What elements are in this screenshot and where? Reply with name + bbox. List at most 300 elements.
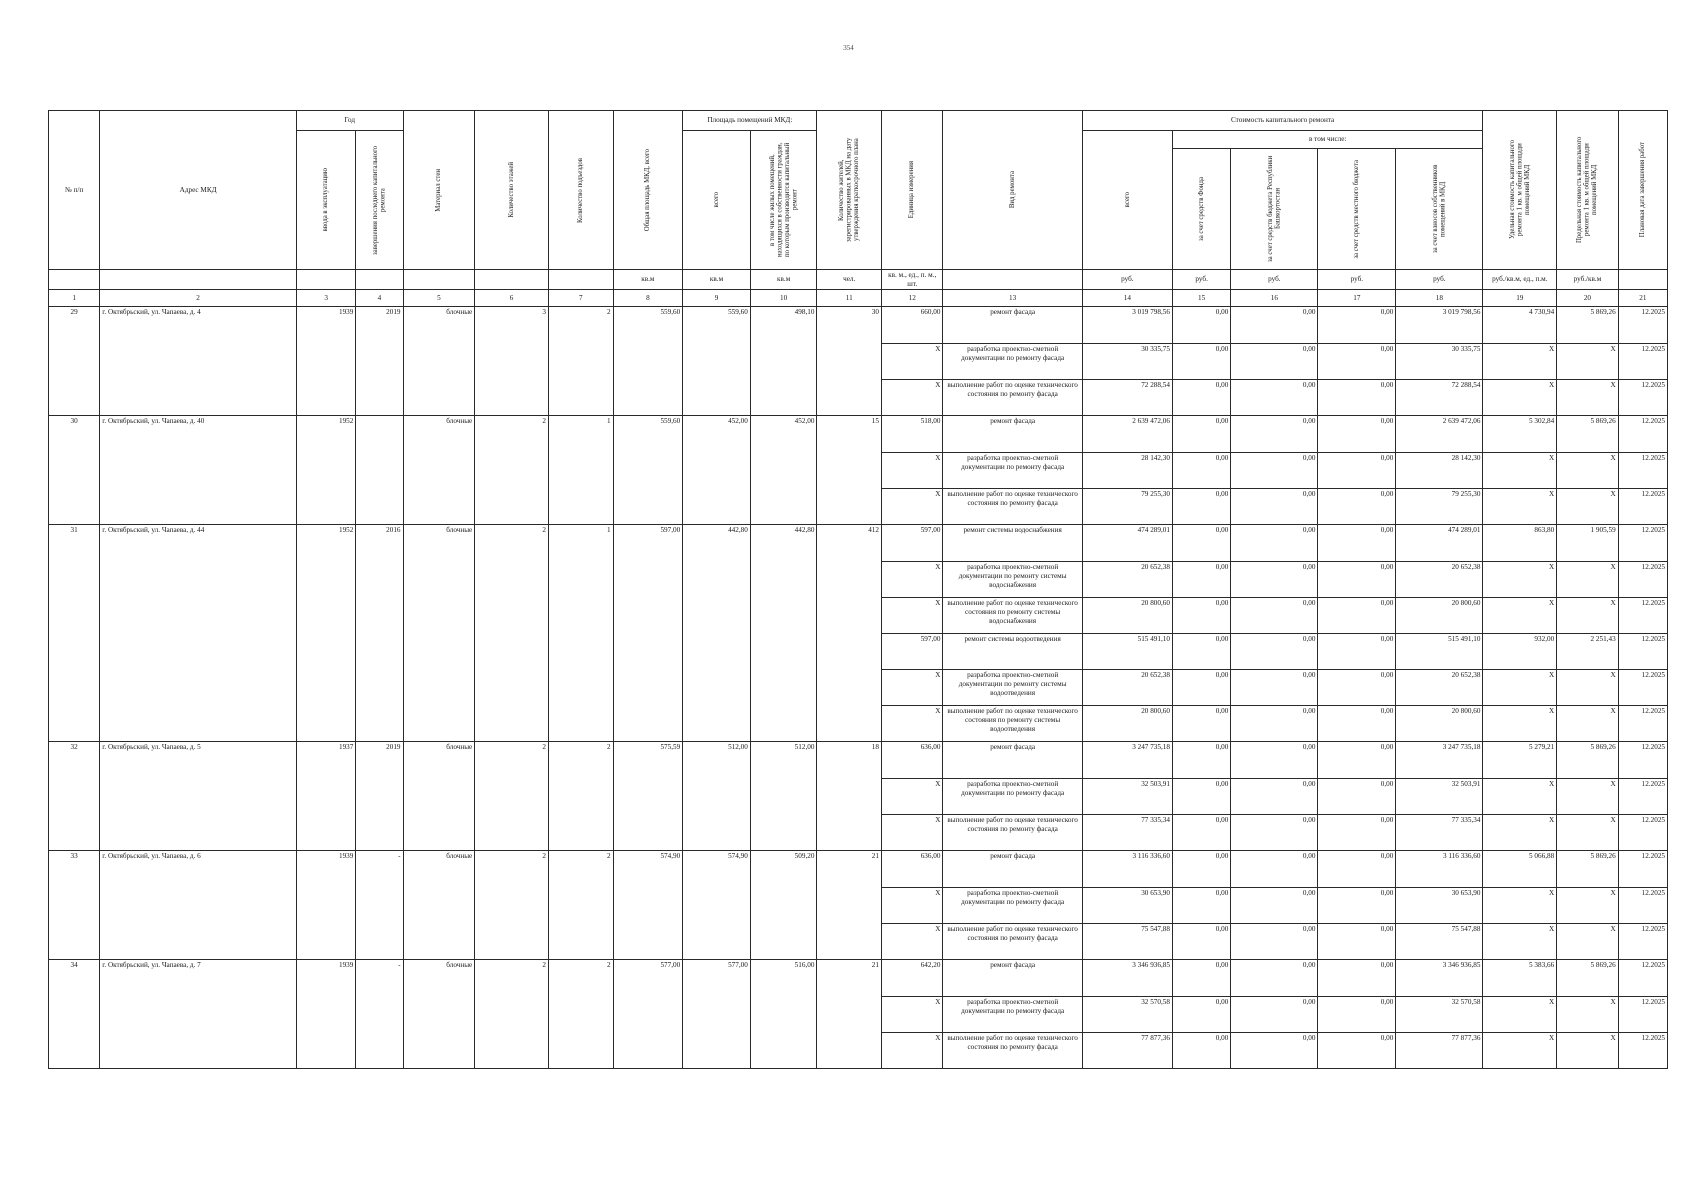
cost-local: 0,00 xyxy=(1318,307,1396,344)
house-address: г. Октябрьский, ул. Чапаева, д. 6 xyxy=(100,851,297,960)
repair-type: выполнение работ по оценке технического состояния по ремонту фасада xyxy=(943,1033,1082,1069)
row-number: 29 xyxy=(49,307,100,416)
total-area: 577,00 xyxy=(613,960,683,1069)
table-row xyxy=(49,525,1668,562)
area-residential: 442,80 xyxy=(750,525,817,742)
floor-count: 2 xyxy=(475,851,549,960)
column-number: 3 xyxy=(296,290,355,307)
unit-cost: X xyxy=(1483,997,1557,1033)
unit-cost: 863,80 xyxy=(1483,525,1557,562)
unit-cost: 5 302,84 xyxy=(1483,416,1557,453)
cost-local: 0,00 xyxy=(1318,742,1396,779)
deadline-date: 12.2025 xyxy=(1618,416,1667,453)
cost-republic: 0,00 xyxy=(1231,960,1318,997)
cost-total: 32 503,91 xyxy=(1082,779,1172,815)
unit-area: кв.м xyxy=(613,270,683,290)
cost-republic: 0,00 xyxy=(1231,344,1318,380)
col-wall-material: Материал стен xyxy=(403,111,475,270)
limit-cost: X xyxy=(1557,489,1618,525)
cost-total: 77 335,34 xyxy=(1082,815,1172,851)
unit-cost: 5 383,66 xyxy=(1483,960,1557,997)
measure-value: X xyxy=(881,924,942,960)
deadline-date: 12.2025 xyxy=(1618,489,1667,525)
cost-fund: 0,00 xyxy=(1172,562,1230,598)
unit-rub: руб. xyxy=(1082,270,1172,290)
cost-total: 30 335,75 xyxy=(1082,344,1172,380)
area-all: 574,90 xyxy=(683,851,751,960)
cost-local: 0,00 xyxy=(1318,634,1396,670)
measure-value: 597,00 xyxy=(881,525,942,562)
cost-local: 0,00 xyxy=(1318,924,1396,960)
column-number: 15 xyxy=(1172,290,1230,307)
table-row xyxy=(49,960,1668,997)
column-number: 12 xyxy=(881,290,942,307)
house-address: г. Октябрьский, ул. Чапаева, д. 44 xyxy=(100,525,297,742)
cost-fund: 0,00 xyxy=(1172,380,1230,416)
limit-cost: 5 869,26 xyxy=(1557,742,1618,779)
deadline-date: 12.2025 xyxy=(1618,670,1667,706)
cost-republic: 0,00 xyxy=(1231,924,1318,960)
measure-value: X xyxy=(881,344,942,380)
col-address: Адрес МКД xyxy=(100,111,297,270)
repair-type: ремонт системы водоотведения xyxy=(943,634,1082,670)
column-number: 6 xyxy=(475,290,549,307)
col-cost-group: Стоимость капитального ремонта xyxy=(1082,111,1483,131)
unit-cost: 4 730,94 xyxy=(1483,307,1557,344)
deadline-date: 12.2025 xyxy=(1618,997,1667,1033)
repair-type: ремонт фасада xyxy=(943,307,1082,344)
col-deadline: Плановая дата завершения работ xyxy=(1618,111,1667,270)
deadline-date: 12.2025 xyxy=(1618,598,1667,634)
cost-total: 2 639 472,06 xyxy=(1082,416,1172,453)
resident-count: 15 xyxy=(817,416,882,525)
year-built: 1952 xyxy=(296,525,355,742)
measure-value: X xyxy=(881,562,942,598)
col-cost-owners: за счет взносов собственников помещений в МКД xyxy=(1396,149,1483,270)
cost-local: 0,00 xyxy=(1318,453,1396,489)
total-area: 574,90 xyxy=(613,851,683,960)
unit-cost: X xyxy=(1483,670,1557,706)
floor-count: 3 xyxy=(475,307,549,416)
cost-total: 30 653,90 xyxy=(1082,888,1172,924)
measure-value: 660,00 xyxy=(881,307,942,344)
cost-total: 28 142,30 xyxy=(1082,453,1172,489)
entrance-count: 2 xyxy=(548,851,613,960)
cost-republic: 0,00 xyxy=(1231,1033,1318,1069)
entrance-count: 2 xyxy=(548,960,613,1069)
cost-fund: 0,00 xyxy=(1172,453,1230,489)
measure-value: 597,00 xyxy=(881,634,942,670)
cost-total: 3 116 336,60 xyxy=(1082,851,1172,888)
total-area: 559,60 xyxy=(613,307,683,416)
unit-cost: X xyxy=(1483,453,1557,489)
house-address: г. Октябрьский, ул. Чапаева, д. 7 xyxy=(100,960,297,1069)
cost-owners: 30 335,75 xyxy=(1396,344,1483,380)
cost-total: 3 247 735,18 xyxy=(1082,742,1172,779)
cost-republic: 0,00 xyxy=(1231,307,1318,344)
column-number: 21 xyxy=(1618,290,1667,307)
floor-count: 2 xyxy=(475,960,549,1069)
total-area: 559,60 xyxy=(613,416,683,525)
unit-rub: руб. xyxy=(1172,270,1230,290)
table-header xyxy=(49,111,1668,307)
cost-owners: 474 289,01 xyxy=(1396,525,1483,562)
cost-owners: 79 255,30 xyxy=(1396,489,1483,525)
cost-republic: 0,00 xyxy=(1231,416,1318,453)
cost-republic: 0,00 xyxy=(1231,779,1318,815)
cost-total: 474 289,01 xyxy=(1082,525,1172,562)
cost-republic: 0,00 xyxy=(1231,525,1318,562)
year-repair: 2019 xyxy=(356,742,403,851)
table-row xyxy=(49,416,1668,453)
unit-cost: 932,00 xyxy=(1483,634,1557,670)
cost-owners: 3 019 798,56 xyxy=(1396,307,1483,344)
cost-republic: 0,00 xyxy=(1231,997,1318,1033)
cost-owners: 77 877,36 xyxy=(1396,1033,1483,1069)
cost-owners: 3 116 336,60 xyxy=(1396,851,1483,888)
cost-fund: 0,00 xyxy=(1172,851,1230,888)
deadline-date: 12.2025 xyxy=(1618,960,1667,997)
unit-cost: X xyxy=(1483,489,1557,525)
cost-owners: 2 639 472,06 xyxy=(1396,416,1483,453)
deadline-date: 12.2025 xyxy=(1618,815,1667,851)
entrance-count: 1 xyxy=(548,416,613,525)
measure-value: X xyxy=(881,670,942,706)
col-floors: Количество этажей xyxy=(475,111,549,270)
cost-total: 3 019 798,56 xyxy=(1082,307,1172,344)
cost-local: 0,00 xyxy=(1318,489,1396,525)
page-number: 354 xyxy=(843,44,854,52)
unit-cost: 5 279,21 xyxy=(1483,742,1557,779)
cost-owners: 3 346 936,85 xyxy=(1396,960,1483,997)
wall-material: блочные xyxy=(403,742,475,851)
cost-fund: 0,00 xyxy=(1172,489,1230,525)
area-all: 442,80 xyxy=(683,525,751,742)
col-total-area: Общая площадь МКД, всего xyxy=(613,111,683,270)
repair-type: разработка проектно-сметной документации по ремонту фасада xyxy=(943,344,1082,380)
col-cost-republic: за счет средств бюджета Республики Башкортостан xyxy=(1231,149,1318,270)
repair-type: выполнение работ по оценке технического состояния по ремонту фасада xyxy=(943,815,1082,851)
column-number: 2 xyxy=(100,290,297,307)
deadline-date: 12.2025 xyxy=(1618,525,1667,562)
house-address: г. Октябрьский, ул. Чапаева, д. 5 xyxy=(100,742,297,851)
col-repair-type: Вид ремонта xyxy=(943,111,1082,270)
year-built: 1939 xyxy=(296,307,355,416)
limit-cost: 5 869,26 xyxy=(1557,307,1618,344)
deadline-date: 12.2025 xyxy=(1618,562,1667,598)
cost-total: 20 800,60 xyxy=(1082,706,1172,742)
unit-rub: руб. xyxy=(1231,270,1318,290)
house-address: г. Октябрьский, ул. Чапаева, д. 4 xyxy=(100,307,297,416)
unit-cost: X xyxy=(1483,344,1557,380)
measure-value: 636,00 xyxy=(881,742,942,779)
repair-type: разработка проектно-сметной документации по ремонту системы водоотведения xyxy=(943,670,1082,706)
limit-cost: X xyxy=(1557,344,1618,380)
unit-cost: X xyxy=(1483,924,1557,960)
cost-republic: 0,00 xyxy=(1231,670,1318,706)
unit-cost: X xyxy=(1483,380,1557,416)
repair-type: ремонт фасада xyxy=(943,960,1082,997)
cost-fund: 0,00 xyxy=(1172,307,1230,344)
cost-republic: 0,00 xyxy=(1231,380,1318,416)
floor-count: 2 xyxy=(475,742,549,851)
column-number: 10 xyxy=(750,290,817,307)
cost-republic: 0,00 xyxy=(1231,851,1318,888)
area-residential: 512,00 xyxy=(750,742,817,851)
cost-owners: 75 547,88 xyxy=(1396,924,1483,960)
repair-type: выполнение работ по оценке технического состояния по ремонту фасада xyxy=(943,380,1082,416)
cost-local: 0,00 xyxy=(1318,997,1396,1033)
year-repair xyxy=(356,416,403,525)
column-number: 16 xyxy=(1231,290,1318,307)
unit-rub: руб. xyxy=(1318,270,1396,290)
cost-local: 0,00 xyxy=(1318,344,1396,380)
deadline-date: 12.2025 xyxy=(1618,779,1667,815)
cost-fund: 0,00 xyxy=(1172,997,1230,1033)
cost-fund: 0,00 xyxy=(1172,706,1230,742)
year-repair: - xyxy=(356,851,403,960)
measure-value: X xyxy=(881,997,942,1033)
entrance-count: 1 xyxy=(548,525,613,742)
wall-material: блочные xyxy=(403,851,475,960)
area-residential: 498,10 xyxy=(750,307,817,416)
limit-cost: 2 251,43 xyxy=(1557,634,1618,670)
col-year-overhaul: завершения последнего капитального ремонта xyxy=(356,131,403,270)
cost-local: 0,00 xyxy=(1318,779,1396,815)
deadline-date: 12.2025 xyxy=(1618,851,1667,888)
cost-fund: 0,00 xyxy=(1172,779,1230,815)
cost-fund: 0,00 xyxy=(1172,634,1230,670)
table-body xyxy=(49,307,1668,1069)
deadline-date: 12.2025 xyxy=(1618,742,1667,779)
year-built: 1939 xyxy=(296,960,355,1069)
area-residential: 516,00 xyxy=(750,960,817,1069)
measure-value: X xyxy=(881,779,942,815)
limit-cost: X xyxy=(1557,815,1618,851)
wall-material: блочные xyxy=(403,416,475,525)
area-all: 577,00 xyxy=(683,960,751,1069)
row-number: 32 xyxy=(49,742,100,851)
cost-fund: 0,00 xyxy=(1172,888,1230,924)
deadline-date: 12.2025 xyxy=(1618,706,1667,742)
deadline-date: 12.2025 xyxy=(1618,380,1667,416)
resident-count: 21 xyxy=(817,851,882,960)
repair-type: ремонт системы водоснабжения xyxy=(943,525,1082,562)
repair-type: выполнение работ по оценке технического состояния по ремонту системы водоснабжения xyxy=(943,598,1082,634)
wall-material: блочные xyxy=(403,307,475,416)
column-number: 7 xyxy=(548,290,613,307)
repair-type: разработка проектно-сметной документации по ремонту фасада xyxy=(943,888,1082,924)
limit-cost: X xyxy=(1557,562,1618,598)
unit-cost: X xyxy=(1483,815,1557,851)
cost-total: 515 491,10 xyxy=(1082,634,1172,670)
col-limit-cost: Предельная стоимость капитального ремонта 1 кв. м общей площади помещений МКД xyxy=(1557,111,1618,270)
measure-value: X xyxy=(881,380,942,416)
unit-measure: кв. м., ед., п. м., шт. xyxy=(881,270,942,290)
column-number: 17 xyxy=(1318,290,1396,307)
table-row xyxy=(49,742,1668,779)
year-repair: 2016 xyxy=(356,525,403,742)
cost-fund: 0,00 xyxy=(1172,924,1230,960)
cost-local: 0,00 xyxy=(1318,960,1396,997)
column-number: 18 xyxy=(1396,290,1483,307)
cost-fund: 0,00 xyxy=(1172,416,1230,453)
cost-local: 0,00 xyxy=(1318,888,1396,924)
repair-type: разработка проектно-сметной документации по ремонту фасада xyxy=(943,779,1082,815)
cost-owners: 77 335,34 xyxy=(1396,815,1483,851)
measure-value: X xyxy=(881,453,942,489)
cost-owners: 32 503,91 xyxy=(1396,779,1483,815)
year-built: 1939 xyxy=(296,851,355,960)
area-all: 559,60 xyxy=(683,307,751,416)
limit-cost: 5 869,26 xyxy=(1557,960,1618,997)
cost-total: 77 877,36 xyxy=(1082,1033,1172,1069)
wall-material: блочные xyxy=(403,960,475,1069)
col-year-group: Год xyxy=(296,111,403,131)
measure-value: X xyxy=(881,489,942,525)
cost-owners: 28 142,30 xyxy=(1396,453,1483,489)
measure-value: 642,20 xyxy=(881,960,942,997)
measure-value: X xyxy=(881,598,942,634)
measure-value: 518,00 xyxy=(881,416,942,453)
cost-total: 20 652,38 xyxy=(1082,562,1172,598)
col-area-residential: в том числе жилых помещений, находящихся в собственности граждан, по которым производится капитальный ремонт xyxy=(750,131,817,270)
cost-local: 0,00 xyxy=(1318,706,1396,742)
year-built: 1952 xyxy=(296,416,355,525)
total-area: 575,59 xyxy=(613,742,683,851)
row-number: 30 xyxy=(49,416,100,525)
limit-cost: X xyxy=(1557,706,1618,742)
cost-owners: 20 800,60 xyxy=(1396,706,1483,742)
deadline-date: 12.2025 xyxy=(1618,924,1667,960)
col-year-commission: ввода в эксплуатацию xyxy=(296,131,355,270)
limit-cost: X xyxy=(1557,670,1618,706)
row-number: 31 xyxy=(49,525,100,742)
cost-owners: 515 491,10 xyxy=(1396,634,1483,670)
cost-republic: 0,00 xyxy=(1231,562,1318,598)
column-numbers-row xyxy=(49,290,1668,307)
house-address: г. Октябрьский, ул. Чапаева, д. 40 xyxy=(100,416,297,525)
cost-fund: 0,00 xyxy=(1172,960,1230,997)
limit-cost: X xyxy=(1557,380,1618,416)
col-unit-measure: Единица измерения xyxy=(881,111,942,270)
limit-cost: X xyxy=(1557,453,1618,489)
repair-type: выполнение работ по оценке технического состояния по ремонту фасада xyxy=(943,924,1082,960)
repair-type: разработка проектно-сметной документации по ремонту фасада xyxy=(943,997,1082,1033)
measure-value: X xyxy=(881,1033,942,1069)
measure-value: X xyxy=(881,888,942,924)
limit-cost: X xyxy=(1557,1033,1618,1069)
limit-cost: X xyxy=(1557,997,1618,1033)
repair-type: ремонт фасада xyxy=(943,851,1082,888)
cost-republic: 0,00 xyxy=(1231,453,1318,489)
year-repair: 2019 xyxy=(356,307,403,416)
column-number: 20 xyxy=(1557,290,1618,307)
area-residential: 452,00 xyxy=(750,416,817,525)
unit-cost: X xyxy=(1483,562,1557,598)
repair-type: ремонт фасада xyxy=(943,416,1082,453)
cost-local: 0,00 xyxy=(1318,815,1396,851)
cost-fund: 0,00 xyxy=(1172,525,1230,562)
cost-local: 0,00 xyxy=(1318,670,1396,706)
col-cost-total: всего xyxy=(1082,131,1172,270)
unit-rub-sqm: руб./кв.м xyxy=(1557,270,1618,290)
area-all: 452,00 xyxy=(683,416,751,525)
cost-local: 0,00 xyxy=(1318,851,1396,888)
deadline-date: 12.2025 xyxy=(1618,307,1667,344)
cost-local: 0,00 xyxy=(1318,1033,1396,1069)
cost-owners: 20 800,60 xyxy=(1396,598,1483,634)
limit-cost: X xyxy=(1557,888,1618,924)
repair-type: ремонт фасада xyxy=(943,742,1082,779)
cost-fund: 0,00 xyxy=(1172,815,1230,851)
area-all: 512,00 xyxy=(683,742,751,851)
col-cost-incl: в том числе: xyxy=(1172,131,1482,149)
column-number: 19 xyxy=(1483,290,1557,307)
year-repair: - xyxy=(356,960,403,1069)
cost-republic: 0,00 xyxy=(1231,706,1318,742)
cost-local: 0,00 xyxy=(1318,562,1396,598)
cost-owners: 20 652,38 xyxy=(1396,562,1483,598)
units-row xyxy=(49,270,1668,290)
year-built: 1937 xyxy=(296,742,355,851)
measure-value: X xyxy=(881,706,942,742)
cost-republic: 0,00 xyxy=(1231,742,1318,779)
col-area-total: всего xyxy=(683,131,751,270)
cost-total: 3 346 936,85 xyxy=(1082,960,1172,997)
cost-total: 20 652,38 xyxy=(1082,670,1172,706)
cost-fund: 0,00 xyxy=(1172,344,1230,380)
unit-cost: 5 066,88 xyxy=(1483,851,1557,888)
measure-value: X xyxy=(881,815,942,851)
column-number: 8 xyxy=(613,290,683,307)
floor-count: 2 xyxy=(475,525,549,742)
entrance-count: 2 xyxy=(548,742,613,851)
col-unit-cost: Удельная стоимость капитального ремонта 1 кв. м общей площади помещений МКД xyxy=(1483,111,1557,270)
repair-type: разработка проектно-сметной документации по ремонту фасада xyxy=(943,453,1082,489)
cost-fund: 0,00 xyxy=(1172,1033,1230,1069)
measure-value: 636,00 xyxy=(881,851,942,888)
unit-cost: X xyxy=(1483,888,1557,924)
repair-type: разработка проектно-сметной документации по ремонту системы водоснабжения xyxy=(943,562,1082,598)
cost-republic: 0,00 xyxy=(1231,634,1318,670)
col-residents: Количество жителей, зарегистрированных в МКД на дату утверждения краткосрочного плана xyxy=(817,111,882,270)
deadline-date: 12.2025 xyxy=(1618,1033,1667,1069)
table-row xyxy=(49,307,1668,344)
cost-total: 72 288,54 xyxy=(1082,380,1172,416)
limit-cost: 1 905,59 xyxy=(1557,525,1618,562)
row-number: 34 xyxy=(49,960,100,1069)
repair-type: выполнение работ по оценке технического состояния по ремонту фасада xyxy=(943,489,1082,525)
cost-owners: 3 247 735,18 xyxy=(1396,742,1483,779)
cost-total: 75 547,88 xyxy=(1082,924,1172,960)
limit-cost: X xyxy=(1557,779,1618,815)
column-number: 5 xyxy=(403,290,475,307)
cost-owners: 20 652,38 xyxy=(1396,670,1483,706)
col-cost-local: за счет средств местного бюджета xyxy=(1318,149,1396,270)
capital-repair-table xyxy=(48,110,1668,1069)
cost-fund: 0,00 xyxy=(1172,670,1230,706)
column-number: 9 xyxy=(683,290,751,307)
cost-republic: 0,00 xyxy=(1231,888,1318,924)
table-row xyxy=(49,851,1668,888)
column-number: 1 xyxy=(49,290,100,307)
column-number: 4 xyxy=(356,290,403,307)
wall-material: блочные xyxy=(403,525,475,742)
unit-area: кв.м xyxy=(750,270,817,290)
resident-count: 21 xyxy=(817,960,882,1069)
entrance-count: 2 xyxy=(548,307,613,416)
